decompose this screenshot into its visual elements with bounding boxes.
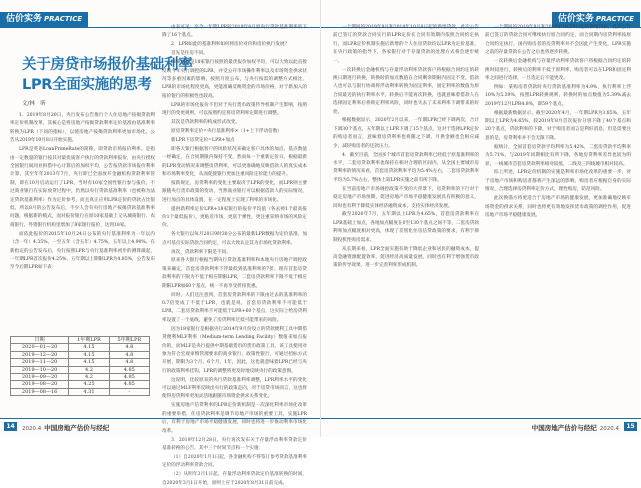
footer-rule — [321, 418, 641, 419]
paragraph: 实施房地产信贷利率的LPR定价新机制是一次深化利率市场化改革的重要举措，住房贷款利率是调节房地产市场的重要工具，实施LPR后，有利于房地产市场平稳健康发展，同时也将进一步推动利率市场化改革。 — [162, 403, 307, 434]
paragraph: 在当前房地产市场调控政策不变的大背景下，房贷利率的下行对于稳定房地产市场预期，促进房地产市场平稳健康发展具有积极的意义，同时也有利于降低实体经济融资成本，支持实体经济发展。 — [333, 186, 479, 209]
paragraph: 一个期间的2019年8月和2019年10月8日起的新增贷款，此次公告前已签订的贷款合同可继续执行原合同约定，而合同期内房贷利率按原合同约定执行，国内购房者的房贷利率并不会因此产生变化，LPR实施之前的存量贷款在公告之后也将逐步转换。 — [485, 25, 631, 56]
issue: 2020.4 — [599, 426, 619, 432]
paragraph: 1．2019年8月20日，央行发布公告推行个人住房地产按揭贷款利率定价机制改革，其核心是将房地产按揭贷款利率定价基准由基准利率转换为LPR（下同的指标），以使房地产按揭贷款利率更加市场化。公告从2019年10月8日开始实施。 — [10, 113, 155, 144]
table-cell: 4.15 — [69, 344, 109, 351]
paragraph: 一次转换后金融机构与存量浮动利率贷款客户将根据合同约定的转换时间进行，转换后的利率不低于原利率，购房者可以在LPR和固定利率之间进行选择，一旦选定后不能更改。 — [485, 59, 631, 81]
text-column-1 — [10, 112, 155, 336]
journal-name: 中国房地产估价与经纪 — [44, 424, 110, 432]
paragraph: 一次转换后金融机构与存量浮动利率贷款客户将根据合同约定的转换日期进行转换，转换时的加点数值在合同剩余期限内固定不变。借款人也可以与银行协商将浮动利率转换为固定利率，固定利率的数值为原合同最近的执行利率水平，转换后不能再次转换，也就意味着借款人在选择固定利率后将锁定利率风险，同时也失去了未来利率下调带来的好处。 — [333, 67, 479, 115]
title-line-1: 关于房贷市场报价基础利率 — [22, 57, 193, 73]
paragraph: 而依此报价的2015年10月24日公布的央行基准利率为一年以内（含一年）4.35%，一至五年（含五年）4.75%，五年以上4.90%。在新指定的公告发布后，央行按照LPR与央行基准利率初步的测算做起，一年期LPR首次报价4.25%，五年期以上期限LPR为4.85%，公告发布至今后期LPR如下表： — [10, 231, 155, 271]
journal-info — [529, 423, 619, 432]
table-cell: 4.15 — [69, 359, 109, 366]
table-cell: 4.85 — [109, 381, 149, 388]
article-author: 文/林 昕 — [22, 101, 46, 107]
table-cell: 4.2 — [69, 366, 109, 373]
right-footer — [321, 418, 641, 436]
paragraph: 由表可见：至今一年期LPR较2019年8月原央行贷款基准利率的下降了16个基点。 — [162, 25, 307, 39]
paragraph: 这说明，比较原来的央行贷款基准利率调整，LPR利率水平的变化可以通过MLF利率反映出央行的政策走向，对于房贷市场而言，这也将使得房贷利率更加灵活地跟随市场资金供求关系变化。 — [162, 377, 307, 400]
table-cell: 4.25 — [69, 381, 109, 388]
paragraph: LPR调整是18家银行按照的最优报价加权平均，可以大致以此直接反映今年央行调控的LPR，并受公开市场操作利率以及市场资金供求状况等多重因素的影响，按照月度公布，与央行按需的调整方式相比，LPR的市场化程度更高，更能准确反映资金的市场价格，对于新加入的报价银行的积极性也较高。 — [162, 60, 307, 99]
table-cell: 4.8 — [109, 359, 149, 366]
section-tag — [0, 12, 88, 27]
paragraph: 同时，人们还注意到，首套房贷款利率的下限由过去的基准利率的0.7倍变成了不低于LPR，也就是说，首套房贷款利率不可能低于LPR，二套房贷款利率不可能低于LPR+60个基点，这实际上给房贷利率设置了一个底线，避免了房贷利率过低可能带来的风险。 — [162, 292, 307, 323]
section-tag-cn: 估价实务 — [6, 14, 43, 24]
table-cell: 2019—11—20 — [11, 359, 69, 366]
table-header-cell: 1年期LPR — [69, 337, 109, 344]
table-row — [11, 374, 150, 381]
paragraph: 再次，贷款利率下限是不同。 — [171, 249, 231, 255]
paragraph: 即各大银行根据客户的风险状况来确定客户具体的加点，基点数值一经确定，在合同期限内保持不变，然而每一个重新定价日，根据最新的LPR变动情况来调整房贷利率，可以更准确地反映借款人的真实成本和市场利率变化，从而促使银行更加注重风险定价能力的提升。 — [162, 146, 307, 177]
journal-name: 中国房地产估价与经纪 — [531, 424, 597, 432]
table-cell: 4.2 — [69, 374, 109, 381]
table-cell: 2019—09—20 — [11, 374, 69, 381]
text-column-4 — [485, 24, 631, 406]
table-cell: 2019—12—20 — [11, 351, 69, 358]
table-cell: 4.85 — [109, 366, 149, 373]
title-line-2: LPR全面实施的思考 — [22, 77, 152, 93]
table-cell: 4.8 — [109, 351, 149, 358]
paragraph: 根据最新数据显示，截至2020年4月，一年期LPR为3.85%，五年期以上LPR为4.65%，较2019年8月首次报价分别下降了40个基点和20个基点，贷款利率的下降，对于购房者而言是利好消息，但是需要注意的是，房贷利率并不会无限下降。 — [485, 110, 631, 141]
table-row — [11, 366, 150, 373]
paragraph: 从长期来看，LPR全面实施有助于降低企业和居民的融资成本，提高金融资源配置效率，促进经济高质量发展，同时也有利于增强货币政策的传导效果，进一步完善利率形成机制。 — [333, 246, 479, 269]
paragraph: 原来各大银行根据当期央行贷款基准利率和本地央行房地产调控政策来确定，首套房贷款利率下浮最低到基准利率的7折。现有首套房贷款利率的下限为不低于相应期限LPR，二套房贷款利率下限不低于相应期限LPR加60个基点，统一不再享受折扣优惠。 — [162, 258, 307, 289]
text-column-3 — [333, 24, 479, 406]
table-cell: 4.15 — [69, 351, 109, 358]
table-cell: 4.8 — [109, 344, 149, 351]
section-tag-en: PRACTICE — [44, 15, 83, 23]
table-row — [11, 359, 150, 366]
paragraph: 据统计，全国首套房贷款平均利率为5.42%，二套房贷款平均利率为5.71%，与2019年同期相比有所下降，各地房贷利率差异也较为明显，一线城市首套房贷款利率相对较低，二线及三四线城市相对较高。 — [485, 144, 631, 167]
table-row — [11, 381, 150, 388]
left-footer — [0, 418, 320, 436]
section-tag-en: PRACTICE — [595, 15, 634, 23]
paragraph: 综上所述，LPR定价机制的实施是利率市场化改革的重要一步，对于房地产市场和购房者都将产生深远的影响，购房者应根据自身的实际情况，合理选择房贷利率定价方式，理性购房，防范风险。 — [485, 170, 631, 193]
table-header-row — [11, 337, 150, 344]
table-header-cell: 日期 — [11, 337, 69, 344]
table-cell: - — [109, 388, 149, 395]
table-row — [11, 351, 150, 358]
table-cell: 2019—10—20 — [11, 366, 69, 373]
paragraph: 根据数据显示，2020年2月以来，一年期LPR已经下调两次，合计下调30个基点，五年期以上LPR下调了15个基点，这对于选择LPR定价的购房者而言，意味着房贷利率也将随之下调，月供金额也会相应减少，减轻购房者的还款压力。 — [333, 118, 479, 149]
section-tag-cn: 估价实务 — [557, 14, 594, 24]
paragraph: 新LPR下房贷定价=LPR+加点 — [171, 137, 235, 143]
paragraph: 2．LPR如此的基准利率如何将房价对价和房价执行发展？ — [171, 42, 290, 48]
paragraph: （1）自2020年1月1日起，各金融机构不得签订参考贷款基准利率定价的浮动利率贷款合同。 — [162, 454, 307, 469]
paragraph: （2）从明年3月1日起，存量浮动利率贷款定价基准转换的时间，自2020年3月1日开始，原则上应于2020年8月31日前完成。 — [162, 472, 307, 486]
page-number: 14 — [4, 422, 17, 431]
table-cell: 2019—08—16 — [11, 388, 69, 395]
table-cell: 2020—01—20 — [11, 344, 69, 351]
paragraph: 原房贷利率定价=央行基准利率×（1+上下浮动倍数） — [171, 128, 282, 134]
lpr-rate-table — [10, 336, 150, 396]
paragraph: 此次换锚方将更适合于房地产市场的健康发展，更加准确地反映市场资金的供求关系，同时也将更有效地发挥货币政策的调控作用，促进房地产市场平稳健康发展。 — [485, 196, 631, 218]
paragraph: 例如：某购房者贷款时央行贷款基准利率为4.9%，执行利率上浮10%为5.39%，按照LPR转换规则，转换时的加点数值为5.39%减去2019年12月LPR4.8%，即59个基点。 — [485, 84, 631, 107]
issue: 2020.4 — [22, 426, 42, 432]
table-row — [11, 388, 150, 395]
paragraph: 各大银行以每月20日9时30分公布的最新LPR数据为定价基准，加点可基点实际贷款合同约定，可以大致认定其为市场化贷款利率。 — [162, 232, 307, 246]
left-page — [0, 0, 320, 486]
table-cell: 4.31 — [69, 388, 109, 395]
paragraph: 4．截至目前，全国多个城市首套房贷款利率已经低于原基准利率的水平，二套房贷款利率也保持在相对合理的区间内，从全国主要城市房贷利率的情况来看，首套房贷款利率平均为5.4%左右，二套房贷款利率平均为5.7%左右，整体上较LPR实施之前有所下降。 — [333, 152, 479, 183]
paragraph: LPR的市场化报价不但对于央行货币政策传导机制产生影响，按照现行的变更规则，可以按照约定将房贷利率定期进行调整。 — [162, 102, 307, 117]
right-page — [320, 0, 640, 437]
paragraph: 一个期间的2019年8月和2019年10月8日起的新增贷款，此次公告前已签订的贷款合同实行的LPR定价在合同有效期内依照合同约定执行，而LPR定价机制实施后新增的个人住房贷款均以LPR为定价基准，在央行政策的指导下，各家银行对于存量贷款的处理方式将会逐步统一。 — [333, 25, 479, 64]
paragraph: 按新规定，房贷利率的变化主要取决于LPR的变化，而LPR则主要跟随央行货币政策的变动，当然商业银行可以根据借款人的实际情况，进行加点的具体设置，在一定程度上实现了利率的市场化。 — [162, 180, 307, 203]
page-number: 15 — [624, 422, 637, 431]
table-cell: 4.85 — [109, 374, 149, 381]
table-row — [11, 344, 150, 351]
table-header-cell: 5年期LPR — [109, 337, 149, 344]
table-cell: 2019—08—20 — [11, 381, 69, 388]
paragraph: 截至2020年7月，五年期以上LPR为4.65%，首套房贷款利率在LPR基础上加点，各地加点幅度在0至130个基点之间不等，二套房贷款利率加点幅度相对更高，体现了差别化住房信贷政策的要求，有利于抑制投机性购房需求。 — [333, 212, 479, 243]
text-column-2 — [162, 24, 307, 486]
footer-rule — [0, 418, 320, 419]
paragraph: 3．2019年12月28日，央行再次发布关于存量浮动利率贷款定价基准转换的公告，其中三个时间节点和一个实施： — [162, 437, 307, 451]
paragraph: 提供新利率定价LPR+18家银行的报价平均值（各去掉1个最高报价1个最低报价），更贴近市场，更富于弹性，更注重采纳市场的风险定价。 — [162, 206, 307, 229]
paragraph: 首先是住房不同。 — [171, 51, 208, 57]
journal-info — [22, 423, 112, 432]
paragraph: 其次是贷款利率的构成形式改变。 — [171, 119, 240, 125]
paragraph: 因为18家银行是根据央行2014年9月份设立的贷款便利工具中期借贷便利MLF利率（Medium-term Lending Facility）数值来加点报价的，而MLF是央行提供中期基础货币的货币政策工具，该工具使用对象为符合宏观审慎管理要求的商业银行、政策性银行，可通过招标方式开展，期限为3个月、6个月、1年，因此，这也就意味着LPR已经与央行的政策利率挂钩，LPR的调整将更及时地反映央行的政策意图。 — [162, 326, 307, 374]
paragraph: LPR是英语LoanPrimeRate的简称，即贷款市场报价利率。是指由一定数量的银行按其对最优质客户执行的贷款利率报价，由央行授权全国银行间同业拆借中心计算后的加权平均，公告按贷款市场报价利率计算，其至年年2013年7月，央行即已全面放开金融机构贷款利率管制，即在10月启动运行了LPR，当时有10家全国性银行参与报价，不过商业银行在实际放贷过程中，仍然以央行贷款基准利率（也被称为法定贷款基准利率）作为定价参考，而且真正应用LPR定价的贷款占比很低，所以8月的公告发布后，不少人会有央行房地产按揭贷款基准利率问题，根据新的模式，而对报价银行在原10家基础上又从城商银行、农商银行、外资银行机构里增加了8家银行报价，达到18家。 — [10, 147, 155, 228]
